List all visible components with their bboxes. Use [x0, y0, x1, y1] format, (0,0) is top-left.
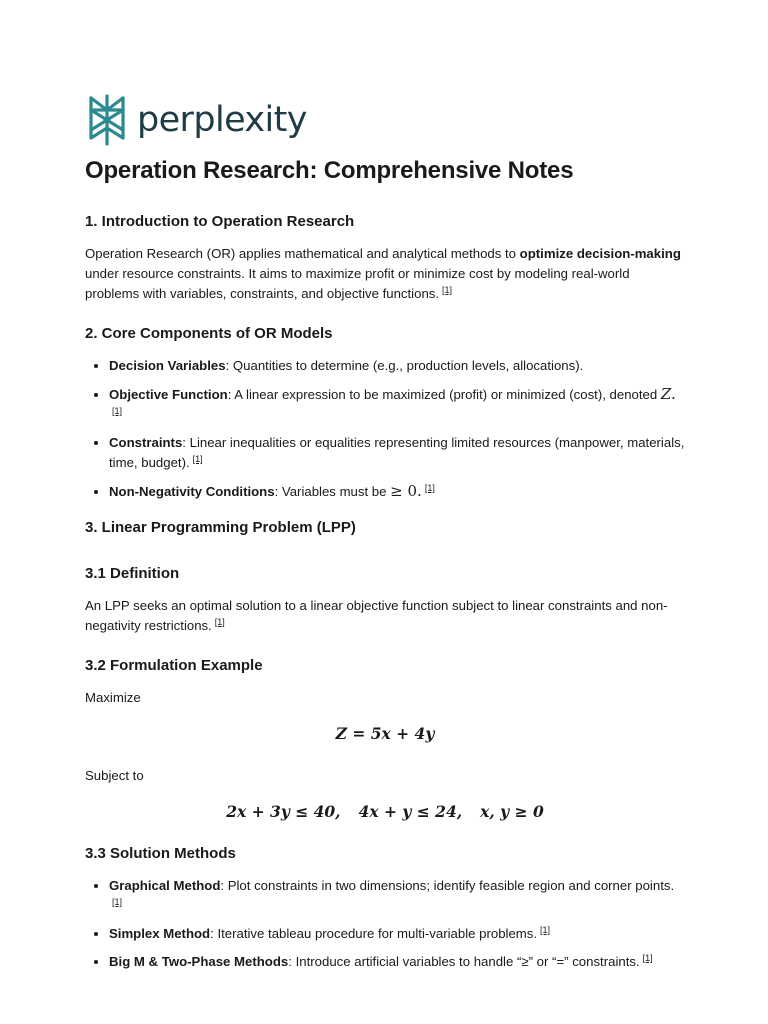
citation-link[interactable]: [1] [424, 483, 435, 493]
citation-link[interactable]: [1] [442, 285, 453, 295]
list-item: • Decision Variables: Quantities to determine (e.g., production levels, allocations). [109, 356, 685, 376]
math-expression: Z. [660, 385, 676, 403]
list-item: • Non-Negativity Conditions: Variables must be ≥ 0. [1] [109, 481, 685, 502]
page-title: Operation Research: Comprehensive Notes [85, 157, 574, 184]
citation-link[interactable]: [1] [642, 953, 653, 963]
subsection-heading: 3.3 Solution Methods [85, 845, 236, 862]
citation-link[interactable]: [1] [112, 897, 123, 907]
list-item: • Objective Function: A linear expression to be maximized (profit) or minimized (cost), denoted Z.[1] [109, 384, 685, 425]
section-introduction [85, 212, 685, 304]
citation-link[interactable]: [1] [540, 925, 551, 935]
list-item: • Simplex Method: Iterative tableau procedure for multi-variable problems. [1] [109, 924, 685, 944]
section-core-components [85, 324, 685, 502]
section-lpp [85, 518, 685, 972]
list-item: • Big M & Two-Phase Methods: Introduce artificial variables to handle “≥” or “=” constraints. [1] [109, 952, 685, 972]
section-heading: 2. Core Components of OR Models [85, 325, 333, 342]
subsection-heading: 3.2 Formulation Example [85, 657, 263, 674]
document-page [85, 92, 685, 988]
definition-paragraph: An LPP seeks an optimal solution to a linear objective function subject to linear constraints and non-negativity restrictions. [1] [85, 598, 668, 633]
citation-link[interactable]: [1] [112, 406, 123, 416]
methods-list [85, 876, 685, 972]
brand-name: perplexity [137, 99, 307, 140]
subsection-heading: 3.1 Definition [85, 565, 180, 582]
list-item: • Constraints: Linear inequalities or equalities representing limited resources (manpower, materials, time, budget). [1] [109, 433, 685, 473]
subject-to-label: Subject to [85, 768, 144, 783]
objective-equation: Z = 5x + 4y [335, 724, 435, 743]
brand-logo [85, 92, 685, 148]
components-list [85, 356, 685, 502]
citation-link[interactable]: [1] [192, 454, 203, 464]
section-heading: 1. Introduction to Operation Research [85, 213, 355, 230]
intro-paragraph: Operation Research (OR) applies mathematical and analytical methods to optimize decision-making under resource constraints. It aims to maximize profit or minimize cost by modeling real-world problems with variables, constraints, and objective functions. [1] [85, 246, 681, 301]
citation-link[interactable]: [1] [214, 617, 225, 627]
section-heading: 3. Linear Programming Problem (LPP) [85, 519, 356, 536]
list-item: • Graphical Method: Plot constraints in two dimensions; identify feasible region and corner points.[1] [109, 876, 685, 916]
maximize-label: Maximize [85, 690, 141, 705]
math-expression: ≥ 0. [390, 482, 422, 500]
constraints-equation: 2x + 3y ≤ 40, 4x + y ≤ 24, x, y ≥ 0 [226, 802, 544, 821]
perplexity-logo-icon [85, 94, 129, 146]
